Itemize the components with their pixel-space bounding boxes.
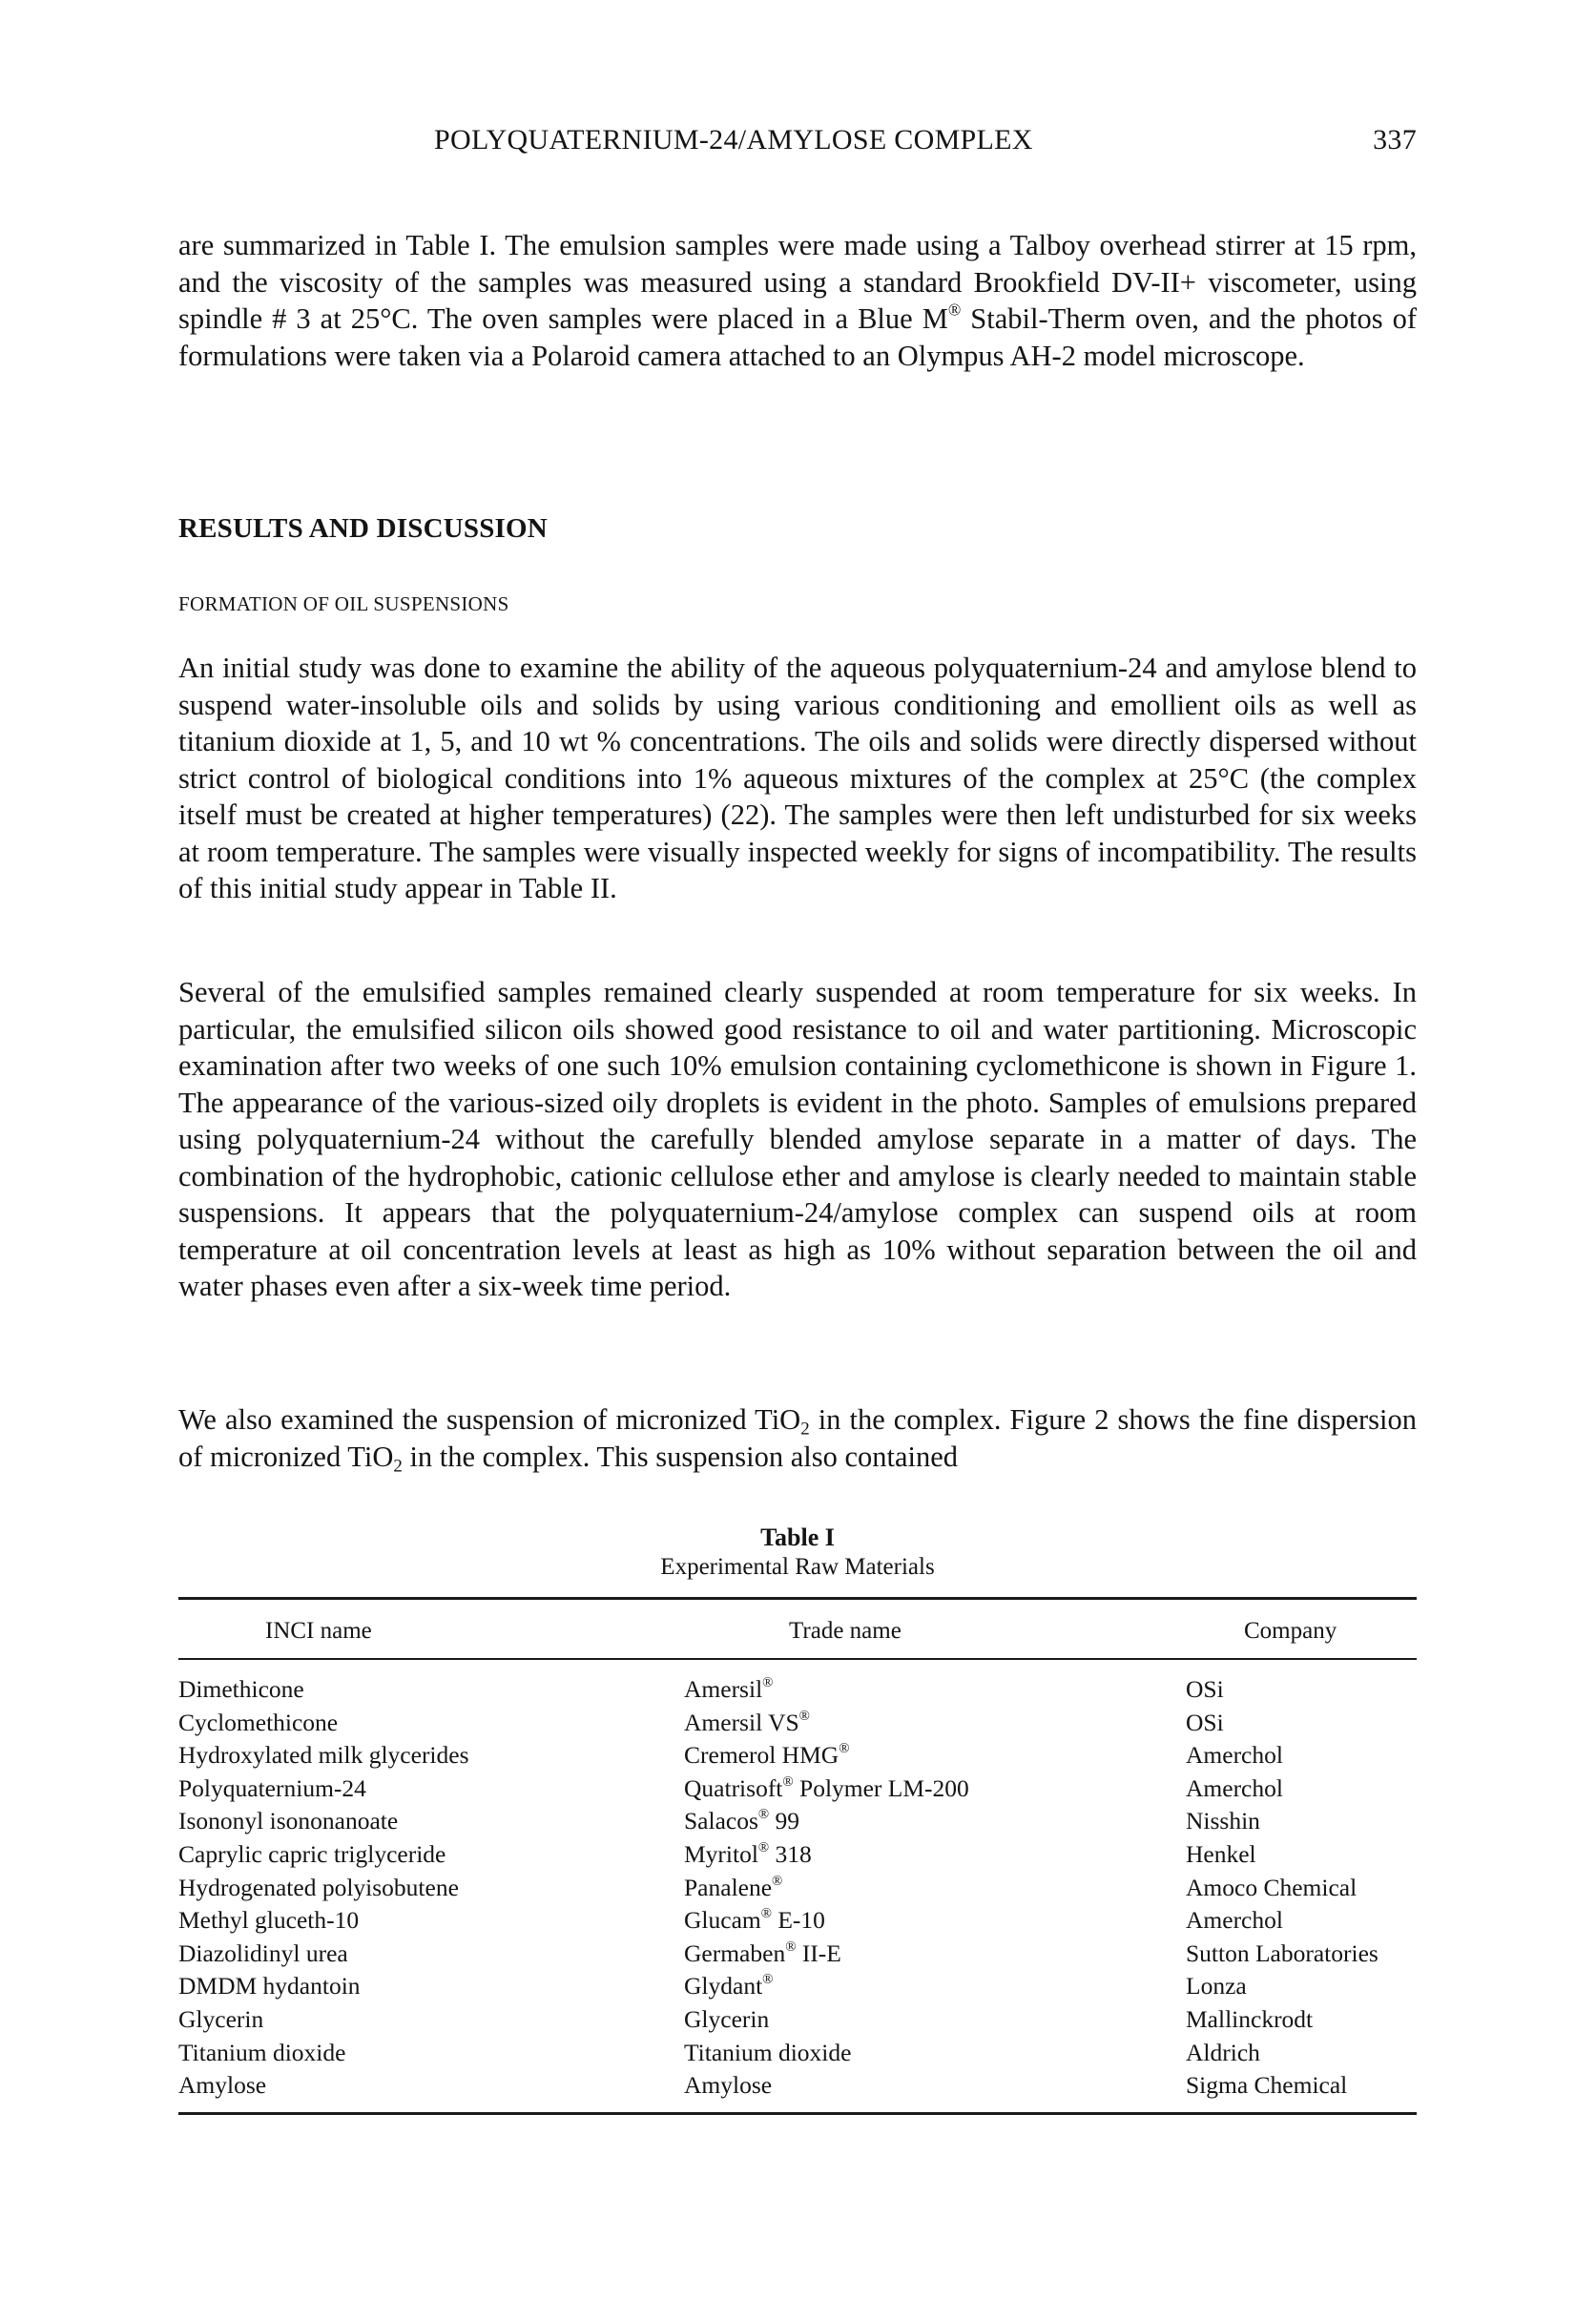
trade-name-text: Cremerol HMG	[684, 1741, 839, 1770]
table-row	[178, 1805, 1417, 1838]
table-row	[178, 1673, 1417, 1707]
registered-mark: ®	[757, 1839, 770, 1855]
table-caption	[178, 1524, 1417, 1583]
cell-trade-name	[684, 2069, 772, 2103]
cell-inci-name: Hydrogenated polyisobutene	[178, 1873, 459, 1901]
registered-mark: ®	[772, 1873, 783, 1889]
paragraph-tio2-suspension	[178, 1401, 1417, 1475]
cell-company: Mallinckrodt	[1186, 2004, 1314, 2033]
cell-company: Amerchol	[1186, 1741, 1283, 1770]
table-title: Experimental Raw Materials	[660, 1554, 935, 1580]
cell-inci-name: Isononyl isononanoate	[178, 1807, 399, 1835]
cell-trade-name	[684, 1838, 812, 1872]
cell-company: Lonza	[1186, 1972, 1247, 2000]
paragraph-emulsified-samples	[178, 974, 1417, 1305]
trade-name-text: Titanium dioxide	[684, 2038, 852, 2066]
cell-inci-name: Diazolidinyl urea	[178, 1938, 348, 1967]
cell-inci-name: Dimethicone	[178, 1675, 304, 1703]
cell-company: Aldrich	[1186, 2038, 1260, 2066]
cell-inci-name: Methyl gluceth-10	[178, 1906, 360, 1935]
registered-mark: ®	[757, 1807, 770, 1823]
subscript: 2	[800, 1419, 810, 1440]
table-header-rule	[178, 1658, 1417, 1660]
cell-company: Amerchol	[1186, 1773, 1283, 1802]
table-row	[178, 1938, 1417, 1971]
running-header	[178, 121, 1417, 159]
registered-mark: ®	[798, 1708, 810, 1724]
registered-mark: ®	[947, 300, 962, 320]
table-row	[178, 1904, 1417, 1938]
registered-mark: ®	[785, 1938, 797, 1955]
paragraph-text: Several of the emulsified samples remained clearly suspended at room temperature for six weeks. In particular, the emulsified silicon oils showed good resistance to oil and water partitioning. Microscopic examination after two weeks of one such 10% emulsion containing cyclomethicone is shown in Figure 1. The appearance of the various-sized oily droplets is evident in the photo. Samples of emulsions prepared using polyquaternium-​24 without the carefully blended amylose separate in a matter of days. The combination of the hydrophobic, cationic cellulose ether and amylose is clearly needed to maintain stable suspensions. It appears that the polyquaternium-24/amylose complex can suspend oils at room temperature at oil concentration levels at least as high as 10% without separation between the oil and water phases even after a six-week time period.	[178, 976, 1417, 1302]
cell-company: OSi	[1186, 1708, 1224, 1736]
paragraph-initial-study	[178, 650, 1417, 907]
cell-inci-name: Amylose	[178, 2071, 267, 2100]
table-label: Table I	[760, 1524, 835, 1551]
trade-name-text: Glucam	[684, 1906, 761, 1935]
cell-company: Amoco Chemical	[1186, 1873, 1358, 1901]
cell-trade-name	[684, 1772, 969, 1806]
registered-mark: ®	[839, 1741, 850, 1757]
trade-name-text: Quatrisoft	[684, 1773, 783, 1802]
trade-name-suffix: II-E	[796, 1938, 841, 1967]
paragraph-text-part: We also examined the suspension of micronized TiO	[178, 1403, 801, 1436]
trade-name-suffix: Polymer LM-200	[793, 1773, 969, 1802]
cell-inci-name: Titanium dioxide	[178, 2038, 346, 2066]
table-row	[178, 1739, 1417, 1772]
paragraph-text-part: in the complex. Figure 2 shows the fine dispersion of micronized TiO	[178, 1403, 1417, 1473]
cell-trade-name	[684, 2003, 769, 2037]
column-header-company: Company	[1244, 1618, 1337, 1644]
registered-mark: ®	[762, 1674, 774, 1690]
cell-inci-name: Glycerin	[178, 2004, 264, 2033]
registered-mark: ®	[762, 1972, 774, 1988]
table-row	[178, 1872, 1417, 1905]
cell-inci-name: DMDM hydantoin	[178, 1972, 361, 2000]
table-row	[178, 1838, 1417, 1872]
table-row	[178, 2069, 1417, 2103]
cell-trade-name	[684, 1673, 773, 1707]
trade-name-suffix: 99	[769, 1807, 800, 1835]
subscript: 2	[393, 1456, 403, 1477]
running-title: POLYQUATERNIUM-24/AMYLOSE COMPLEX	[434, 124, 1033, 155]
trade-name-text: Salacos	[684, 1807, 758, 1835]
cell-company: Sutton Laboratories	[1186, 1938, 1378, 1967]
registered-mark: ®	[782, 1773, 794, 1790]
cell-trade-name	[684, 1904, 825, 1938]
trade-name-text: Panalene	[684, 1873, 773, 1901]
cell-company: Amerchol	[1186, 1906, 1283, 1935]
cell-trade-name	[684, 1872, 782, 1905]
cell-trade-name	[684, 1739, 849, 1772]
subsection-heading-oil-suspensions: FORMATION OF OIL SUSPENSIONS	[178, 592, 509, 615]
cell-inci-name: Cyclomethicone	[178, 1708, 339, 1736]
trade-name-text: Amersil VS	[684, 1708, 799, 1736]
cell-inci-name: Polyquaternium-24	[178, 1773, 366, 1802]
table-row	[178, 1772, 1417, 1806]
column-header-trade-name: Trade name	[789, 1618, 902, 1644]
cell-trade-name	[684, 2037, 851, 2070]
column-header-inci-name: INCI name	[265, 1618, 372, 1644]
table-header-row	[178, 1615, 1417, 1648]
trade-name-suffix: 318	[769, 1839, 812, 1868]
table-top-rule	[178, 1597, 1417, 1600]
paragraph-text	[178, 227, 1417, 374]
paragraph-text-part: Stabil-Therm oven, and the photos of formulations were taken via a Polaroid camera attached to an Olympus AH-2 model microscope.	[178, 302, 1418, 372]
page-number: 337	[1373, 124, 1417, 155]
table-row	[178, 1707, 1417, 1740]
cell-trade-name	[684, 1970, 773, 2003]
cell-inci-name: Caprylic capric triglyceride	[178, 1839, 446, 1868]
paragraph-text: An initial study was done to examine the ability of the aqueous polyquaternium-24 and amylose blend to suspend water-insoluble oils and solids by using various conditioning and emollient oils as well as titanium dioxide at 1, 5, and 10 wt % concentrations. The oils and solids were directly dispersed without strict control of biological conditions into 1% aqueous mixtures of the complex at 25°C (the complex itself must be created at higher temperatures) (22). The samples were then left undisturbed for six weeks at room temperature. The samples were visually inspected weekly for signs of incompatibility. The results of this initial study appear in Table II.	[178, 652, 1417, 904]
table-row	[178, 2037, 1417, 2070]
trade-name-text: Germaben	[684, 1938, 786, 1967]
trade-name-text: Glydant	[684, 1972, 763, 2000]
cell-company: Sigma Chemical	[1186, 2071, 1348, 2100]
paragraph-text	[178, 1401, 1417, 1475]
trade-name-text: Myritol	[684, 1839, 758, 1868]
cell-trade-name	[684, 1938, 841, 1971]
paragraph-methods-continuation	[178, 227, 1417, 374]
registered-mark: ®	[760, 1906, 772, 1922]
paragraph-text-part: are summarized in Table I. The emulsion samples were made using a Talboy overhead stirrer at 15 rpm, and the viscosity of the samples was measured using a standard Brookfield DV-II+ viscometer, using spindle # 3 at 25°C. The oven samples were placed in a Blue M	[178, 229, 1417, 335]
trade-name-text: Amylose	[684, 2071, 773, 2100]
trade-name-text: Glycerin	[684, 2004, 770, 2033]
cell-trade-name	[684, 1707, 810, 1740]
table-row	[178, 1970, 1417, 2003]
trade-name-text: Amersil	[684, 1675, 763, 1703]
section-heading-results: RESULTS AND DISCUSSION	[178, 513, 548, 544]
cell-company: Henkel	[1186, 1839, 1256, 1868]
cell-company: Nisshin	[1186, 1807, 1260, 1835]
cell-trade-name	[684, 1805, 799, 1838]
table-body	[178, 1673, 1417, 2103]
table-row	[178, 2003, 1417, 2037]
trade-name-suffix: E-10	[771, 1906, 825, 1935]
table-bottom-rule	[178, 2112, 1417, 2115]
cell-company: OSi	[1186, 1675, 1224, 1703]
paragraph-text-part: in the complex. This suspension also contained	[402, 1440, 959, 1473]
cell-inci-name: Hydroxylated milk glycerides	[178, 1741, 469, 1770]
